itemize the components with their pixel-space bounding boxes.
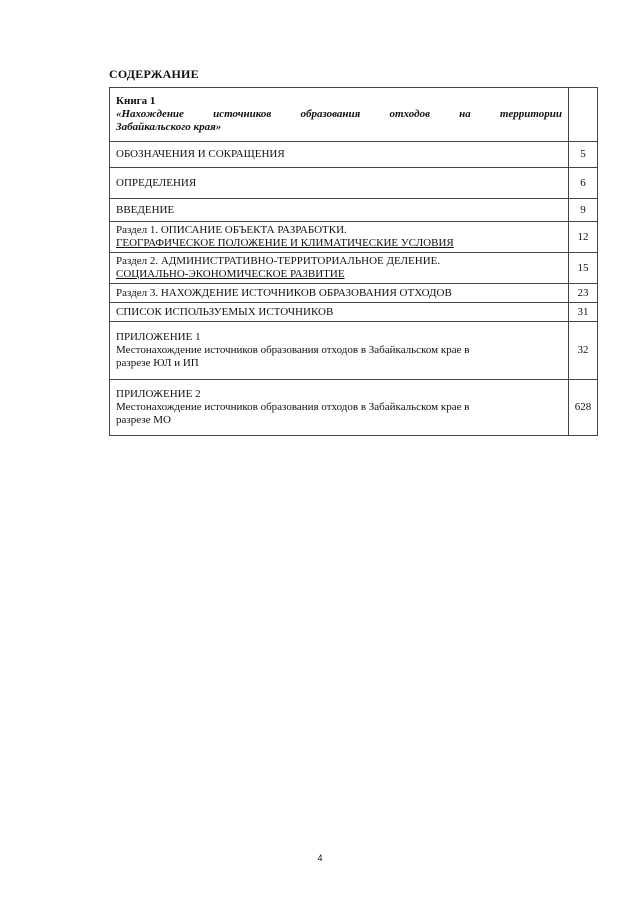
toc-page: 6 — [569, 168, 598, 199]
toc-book-row — [110, 88, 598, 142]
page-title: СОДЕРЖАНИЕ — [109, 67, 199, 81]
toc-entry-line: Раздел 3. НАХОЖДЕНИЕ ИСТОЧНИКОВ ОБРАЗОВАНИЯ ОТХОДОВ — [116, 286, 452, 299]
toc-page: 31 — [569, 303, 598, 322]
toc-row — [110, 142, 598, 168]
toc-entry-line: СПИСОК ИСПОЛЬЗУЕМЫХ ИСТОЧНИКОВ — [116, 305, 334, 318]
toc-entry[interactable] — [110, 222, 569, 253]
book-label: Книга 1 — [116, 95, 156, 107]
toc-entry[interactable] — [110, 284, 569, 303]
book-header-cell — [110, 88, 569, 142]
toc-entry-line: СОЦИАЛЬНО-ЭКОНОМИЧЕСКОЕ РАЗВИТИЕ — [116, 268, 345, 280]
toc-entry[interactable] — [110, 322, 569, 380]
toc-entry[interactable] — [110, 253, 569, 284]
toc-entry-line: ОПРЕДЕЛЕНИЯ — [116, 176, 197, 189]
toc-row — [110, 199, 598, 222]
toc-page: 15 — [569, 253, 598, 284]
toc-entry-line: Раздел 2. АДМИНИСТРАТИВНО-ТЕРРИТОРИАЛЬНОЕ ДЕЛЕНИЕ. — [116, 255, 441, 267]
toc-row — [110, 322, 598, 380]
toc-row — [110, 168, 598, 199]
book-page-cell — [569, 88, 598, 142]
page-number: 4 — [317, 853, 323, 863]
toc-row — [110, 284, 598, 303]
toc-page: 628 — [569, 380, 598, 436]
toc-row — [110, 222, 598, 253]
toc-page: 9 — [569, 199, 598, 222]
toc-entry[interactable] — [110, 199, 569, 222]
toc-entry-line: ГЕОГРАФИЧЕСКОЕ ПОЛОЖЕНИЕ И КЛИМАТИЧЕСКИЕ УСЛОВИЯ — [116, 237, 454, 249]
toc-page: 23 — [569, 284, 598, 303]
toc-entry-line: разрезе МО — [116, 414, 171, 426]
toc-row — [110, 380, 598, 436]
toc-entry-line: Местонахождение источников образования отходов в Забайкальском крае в — [116, 344, 470, 356]
toc-page: 12 — [569, 222, 598, 253]
toc-entry-line: ПРИЛОЖЕНИЕ 2 — [116, 388, 201, 400]
book-subtitle-line1: «Нахождение источников образования отходов на территории — [116, 108, 562, 120]
toc-entry[interactable] — [110, 168, 569, 199]
toc-entry[interactable] — [110, 380, 569, 436]
toc-entry-line: ОБОЗНАЧЕНИЯ И СОКРАЩЕНИЯ — [116, 148, 285, 160]
toc-row — [110, 303, 598, 322]
toc-page: 32 — [569, 322, 598, 380]
toc-entry-line: ПРИЛОЖЕНИЕ 1 — [116, 331, 201, 343]
toc-entry-line: ВВЕДЕНИЕ — [116, 203, 175, 216]
book-subtitle-line2: Забайкальского края» — [116, 121, 222, 133]
toc-page: 5 — [569, 142, 598, 168]
toc-row — [110, 253, 598, 284]
toc-entry-line: Местонахождение источников образования отходов в Забайкальском крае в — [116, 401, 470, 413]
toc-entry-line: разрезе ЮЛ и ИП — [116, 357, 199, 369]
toc-entry[interactable] — [110, 303, 569, 322]
toc-entry[interactable] — [110, 142, 569, 168]
toc-entry-line: Раздел 1. ОПИСАНИЕ ОБЪЕКТА РАЗРАБОТКИ. — [116, 224, 347, 236]
toc-table — [109, 87, 598, 436]
